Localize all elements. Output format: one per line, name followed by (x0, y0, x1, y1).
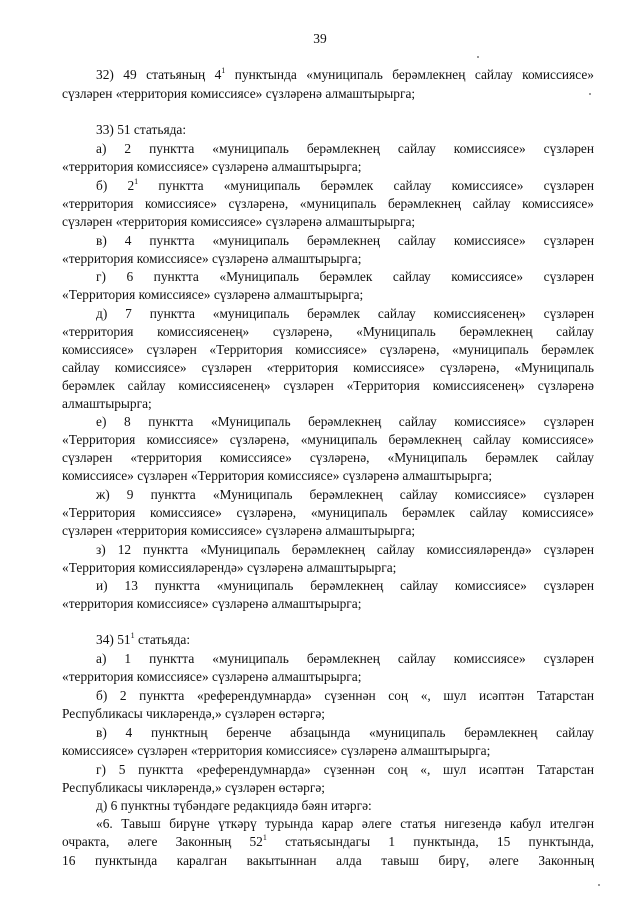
text-line: комиссиясе» сүзләрен «Территория комиссиясе» сүзләренә алмаштырырга; (62, 468, 493, 483)
text-line: е) 8 пунктта «Муниципаль берәмлекнең сайлау комиссиясе» сүзләрен (96, 414, 594, 429)
text-line: «территория комиссиясе» сүзләренә алмаштырырга; (62, 669, 362, 684)
text-line: б) $2^1$ пунктта «муниципаль берәмлек сайлау комиссиясе» сүзләрен (96, 176, 594, 193)
text-line: «Территория комиссиясе» сүзләренә, «муниципаль берәмлекнең сайлау комиссиясе» (62, 432, 594, 447)
text-line: «6. Тавыш бирүне үткәрү турында карар әлеге статья нигезендә кабул ителгән (96, 816, 594, 831)
text-line: «территория комиссиясе» сүзләренә алмаштырырга; (62, 251, 362, 266)
page-number: 39 (313, 31, 327, 46)
text-line: алмаштырырга; (62, 396, 152, 411)
text-line: б) 2 пунктта «референдумнарда» сүзеннән соң «, шул исәптән Татарстан (96, 688, 594, 703)
text-line: в) 4 пунктта «муниципаль берәмлекнең сайлау комиссиясе» сүзләрен (96, 233, 594, 248)
text-line: «территория комиссиясе» сүзләренә алмаштырырга; (62, 159, 362, 174)
scan-speck (477, 56, 479, 58)
text-line: д) 6 пунктны түбәндәге редакциядә бәян итәргә: (96, 798, 372, 813)
text-line: 33) 51 статьяда: (96, 122, 187, 137)
scan-speck (598, 884, 600, 886)
text-line: Республикасы чикләрендә,» сүзләрен өстәргә; (62, 780, 326, 795)
text-line: «Территория комиссиясе» сүзләренә, «муниципаль берәмлек сайлау комиссиясе» (62, 505, 594, 520)
text-line: комиссиясе» сүзләрен «Территория комиссиясе» сүзләренә, «муниципаль берәмлек (62, 342, 594, 357)
text-line: 34) $51^1$ статьяда: (96, 630, 191, 647)
text-line: 16 пунктында каралган вакытыннан алда тавыш бирү, әлеге Законның (62, 853, 594, 868)
text-line: «Территория комиссияләрендә» сүзләренә алмаштырырга; (62, 560, 397, 575)
text-line: 32) 49 статьяның $4^1$ пунктында «муниципаль берәмлекнең сайлау комиссиясе» (96, 65, 594, 82)
text-line: сүзләрен «территория комиссиясе» сүзләренә алмаштырырга; (62, 523, 416, 538)
text-line: «территория комиссиясенең» сүзләренә, «Муниципаль берәмлекнең сайлау (62, 324, 594, 339)
text-line: з) 12 пунктта «Муниципаль берәмлекнең сайлау комиссияләрендә» сүзләрен (96, 542, 594, 557)
text-line: а) 1 пунктта «муниципаль берәмлекнең сайлау комиссиясе» сүзләрен (96, 651, 594, 666)
text-line: сүзләрен «территория комиссиясе» сүзләренә алмаштырырга; (62, 86, 416, 101)
text-line: «территория комиссиясе» сүзләренә алмаштырырга; (62, 596, 362, 611)
text-line: сүзләрен «территория комиссиясе» сүзләренә, «Муниципаль берәмлек сайлау (62, 450, 594, 465)
text-line: очракта, әлеге Законның $52^1$ статьясындагы 1 пунктында, 15 пунктында, (62, 832, 594, 849)
text-line: ж) 9 пунктта «Муниципаль берәмлекнең сайлау комиссиясе» сүзләрен (96, 487, 594, 502)
text-line: и) 13 пунктта «муниципаль берәмлекнең сайлау комиссиясе» сүзләрен (96, 578, 594, 593)
text-line: г) 6 пунктта «Муниципаль берәмлек сайлау комиссиясе» сүзләрен (96, 269, 594, 284)
text-line: а) 2 пунктта «муниципаль берәмлекнең сайлау комиссиясе» сүзләрен (96, 141, 594, 156)
text-line: д) 7 пунктта «муниципаль берәмлек сайлау комиссиясенең» сүзләрен (96, 306, 594, 321)
text-line: в) 4 пунктның беренче абзацында «муниципаль берәмлекнең сайлау (96, 725, 594, 740)
text-line: «Территория комиссиясе» сүзләренә алмаштырырга; (62, 287, 364, 302)
text-line: берәмлек сайлау комиссиясенең» сүзләрен «Территория комиссиясенең» сүзләренә (62, 378, 594, 393)
text-line: Республикасы чикләрендә,» сүзләрен өстәргә; (62, 706, 326, 721)
text-line: сайлау комиссиясе» сүзләрен «территория комиссиясе» сүзләренә, «Муниципаль (62, 360, 594, 375)
text-line: сүзләрен «территория комиссиясе» сүзләренә алмаштырырга; (62, 214, 416, 229)
text-line: г) 5 пунктта «референдумнарда» сүзеннән соң «, шул исәптән Татарстан (96, 762, 594, 777)
text-line: «территория комиссиясе» сүзләренә, «муниципаль берәмлекнең сайлау комиссиясе» (62, 196, 594, 211)
text-line: комиссиясе» сүзләрен «территория комиссиясе» сүзләренә алмаштырырга; (62, 743, 491, 758)
